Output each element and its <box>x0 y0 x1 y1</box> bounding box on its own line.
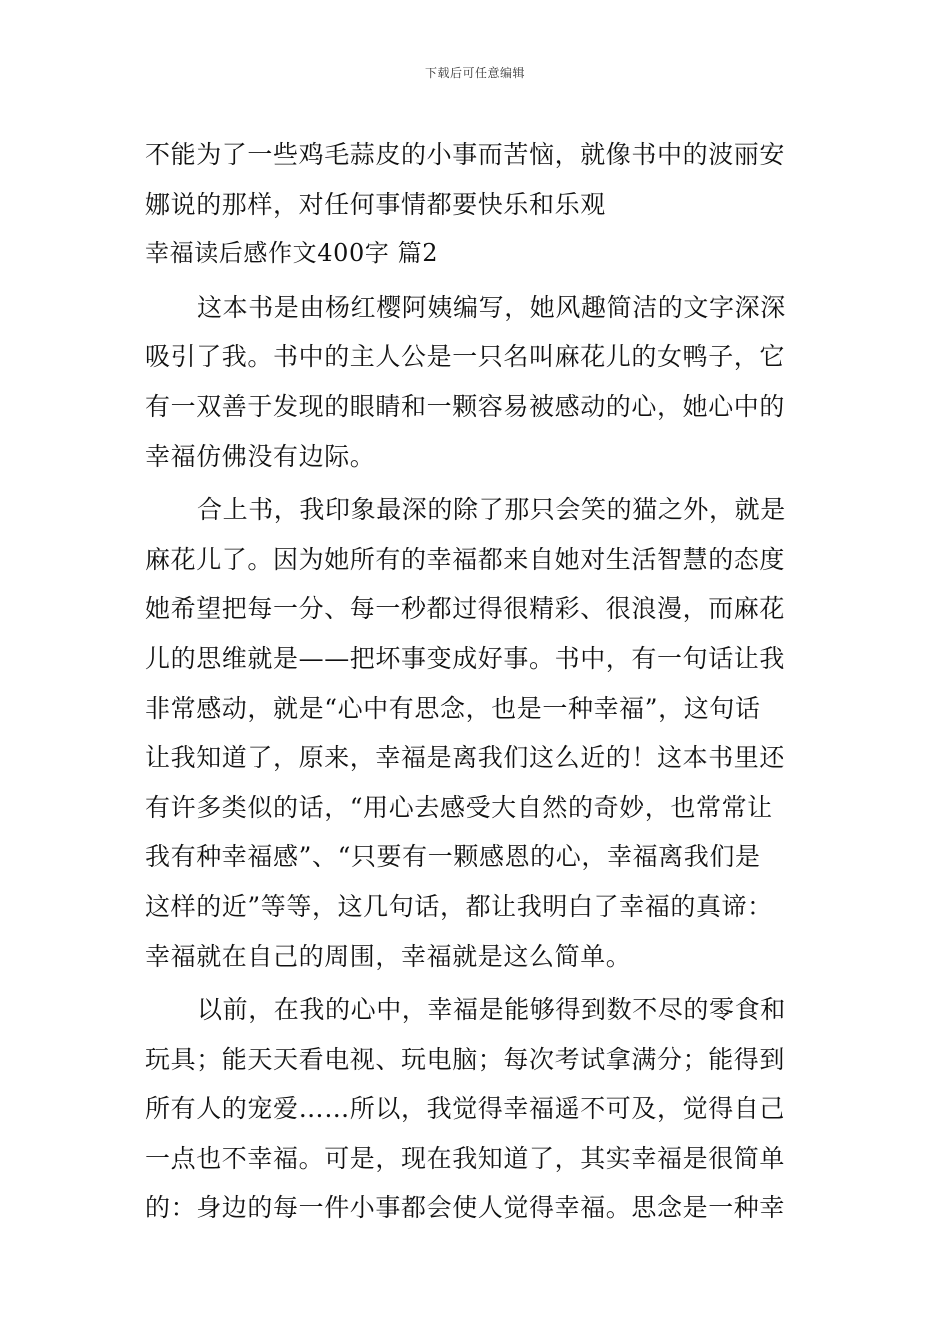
text-line: 所有人的宠爱……所以，我觉得幸福遥不可及，觉得自己 <box>145 1094 786 1124</box>
text-line: 麻花儿了。因为她所有的幸福都来自她对生活智慧的态度 <box>145 544 786 574</box>
page-header-note: 下载后可任意编辑 <box>424 66 525 80</box>
text-line: 合上书，我印象最深的除了那只会笑的猫之外，就是 <box>197 495 786 525</box>
text-line: 玩具；能天天看电视、玩电脑；每次考试拿满分；能得到 <box>145 1044 786 1074</box>
text-line: 儿的思维就是——把坏事变成好事。书中，有一句话让我 <box>145 643 786 673</box>
text-line: 有许多类似的话，“用心去感受大自然的奇妙，也常常让 <box>145 792 773 822</box>
text-line: 这本书是由杨红樱阿姨编写，她风趣简洁的文字深深 <box>197 292 786 322</box>
text-line: 幸福仿佛没有边际。 <box>145 441 376 471</box>
paragraph <box>145 283 810 481</box>
paragraph <box>145 485 810 981</box>
text-line: 我有种幸福感”、“只要有一颗感恩的心，幸福离我们是 <box>145 842 761 872</box>
text-line: 娜说的那样，对任何事情都要快乐和乐观 <box>145 189 606 219</box>
text-line: 一点也不幸福。可是，现在我知道了，其实幸福是很简单 <box>145 1143 786 1173</box>
paragraph <box>145 985 810 1233</box>
text-line: 这样的近”等等，这几句话，都让我明白了幸福的真谛： <box>145 891 773 921</box>
text-line: 她希望把每一分、每一秒都过得很精彩、很浪漫，而麻花 <box>145 594 786 624</box>
text-line: 有一双善于发现的眼睛和一颗容易被感动的心，她心中的 <box>145 391 786 421</box>
document-body <box>145 130 810 1233</box>
text-line: 吸引了我。书中的主人公是一只名叫麻花儿的女鸭子，它 <box>145 342 786 372</box>
text-line: 让我知道了，原来，幸福是离我们这么近的！这本书里还 <box>145 743 786 773</box>
text-line: 幸福就在自己的周围，幸福就是这么简单。 <box>145 941 632 971</box>
text-line: 以前，在我的心中，幸福是能够得到数不尽的零食和 <box>197 995 786 1025</box>
text-line: 的：身边的每一件小事都会使人觉得幸福。思念是一种幸 <box>145 1193 786 1223</box>
section-title: 幸福读后感作文400字 篇2 <box>145 239 439 268</box>
text-line: 不能为了一些鸡毛蒜皮的小事而苦恼，就像书中的波丽安 <box>145 140 786 169</box>
text-line: 非常感动，就是“心中有思念，也是一种幸福”，这句话 <box>145 693 761 723</box>
